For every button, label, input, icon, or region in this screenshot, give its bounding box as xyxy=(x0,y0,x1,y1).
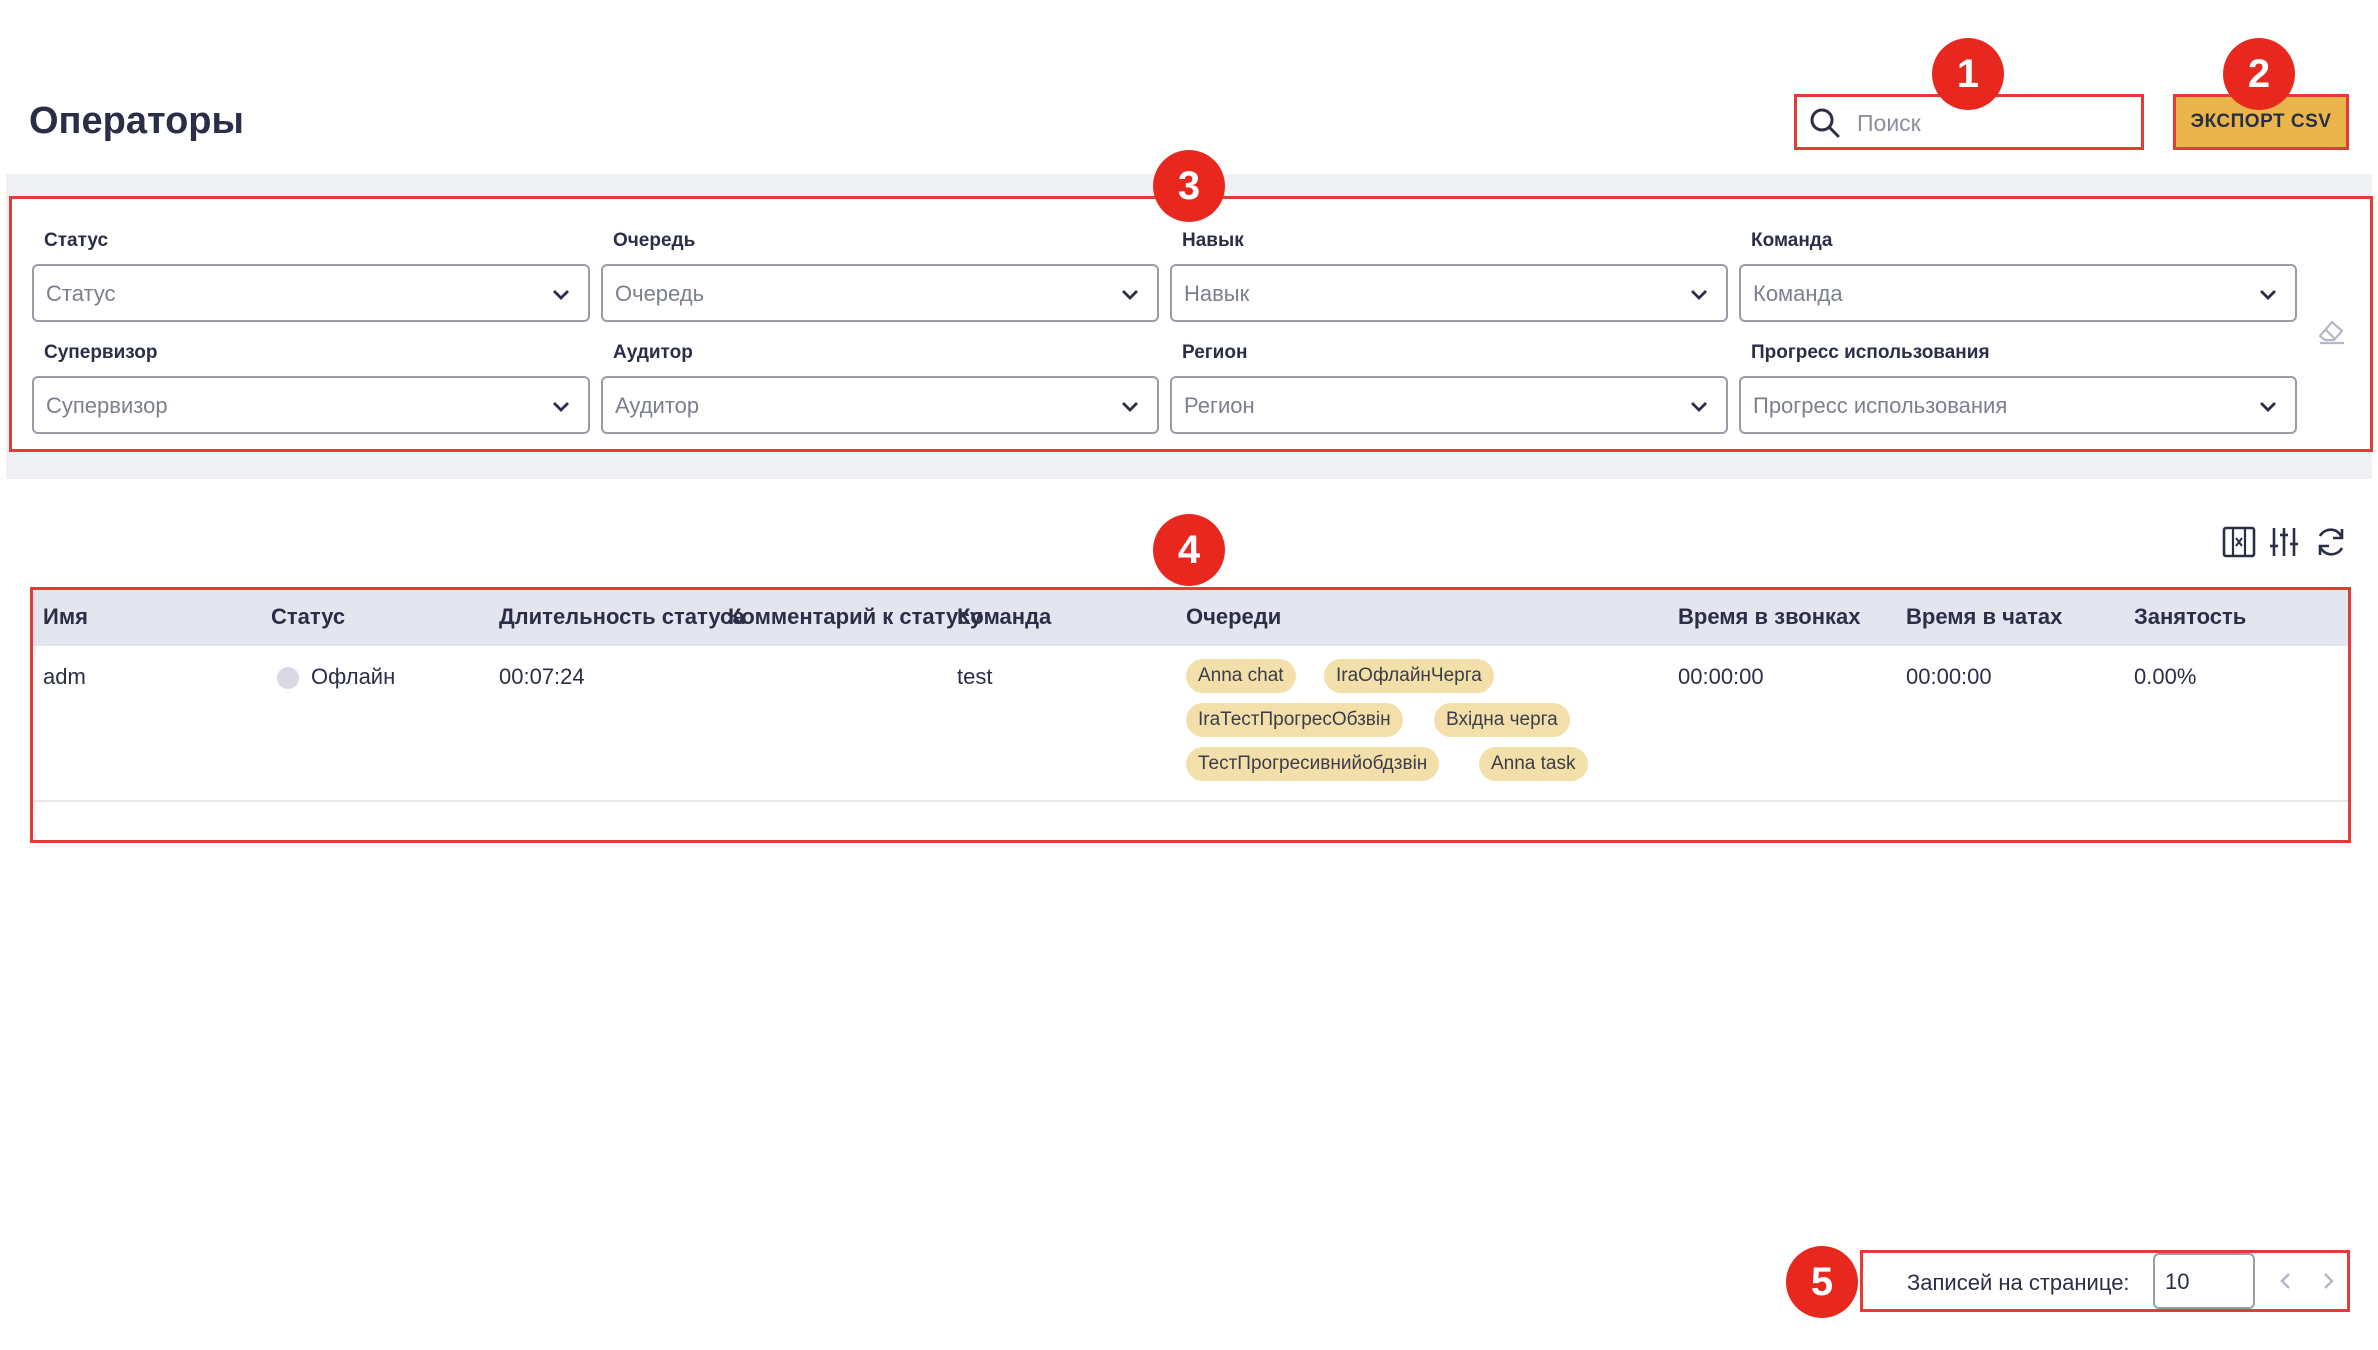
queue-tag: Anna task xyxy=(1479,747,1588,781)
page-title: Операторы xyxy=(29,100,244,142)
row-divider xyxy=(33,800,2348,802)
column-header[interactable]: Время в чатах xyxy=(1906,604,2063,629)
cell-name: adm xyxy=(43,664,86,689)
eraser-icon[interactable] xyxy=(2316,314,2348,346)
fit-columns-icon[interactable] xyxy=(2221,524,2257,560)
column-header[interactable]: Очереди xyxy=(1186,604,1282,629)
filter-label: Супервизор xyxy=(44,342,158,363)
status-select[interactable] xyxy=(32,264,590,322)
pagination xyxy=(1860,1250,2350,1312)
select-value: Очередь xyxy=(615,281,705,306)
queue-tag: ТестПрогресивнийобдзвін xyxy=(1186,747,1439,781)
cell-duration: 00:07:24 xyxy=(499,664,585,689)
search-icon xyxy=(1809,107,1841,139)
queue-select[interactable] xyxy=(601,264,1159,322)
select-value: Супервизор xyxy=(46,393,168,418)
region-select[interactable] xyxy=(1170,376,1728,434)
column-header[interactable]: Время в звонках xyxy=(1678,604,1861,629)
search-input[interactable] xyxy=(1855,105,2129,141)
refresh-icon[interactable] xyxy=(2313,524,2349,560)
table-header xyxy=(33,590,2348,646)
cell-status xyxy=(277,664,395,690)
export-csv-button[interactable]: ЭКСПОРТ CSV xyxy=(2173,94,2349,150)
status-text: Офлайн xyxy=(311,664,396,689)
supervisor-select[interactable] xyxy=(32,376,590,434)
chevron-down-icon xyxy=(1688,396,1710,418)
cell-chat-time: 00:00:00 xyxy=(1906,664,1992,689)
column-header[interactable]: Имя xyxy=(43,604,88,629)
column-header[interactable]: Комментарий к статусу xyxy=(728,604,983,629)
chevron-down-icon xyxy=(2257,284,2279,306)
filter-label: Регион xyxy=(1182,342,1248,363)
filter-panel xyxy=(9,196,2373,452)
filter-label: Прогресс использования xyxy=(1751,342,1990,363)
column-header[interactable]: Длительность статуса xyxy=(499,604,745,629)
team-select[interactable] xyxy=(1739,264,2297,322)
status-dot-icon xyxy=(277,667,299,689)
annotation-badge: 3 xyxy=(1153,150,1225,222)
select-value: Навык xyxy=(1184,281,1250,306)
cell-occupancy: 0.00% xyxy=(2134,664,2197,689)
settings-sliders-icon[interactable] xyxy=(2266,524,2302,560)
queue-tag: Вхідна черга xyxy=(1434,703,1570,737)
column-header[interactable]: Статус xyxy=(271,604,346,629)
skill-select[interactable] xyxy=(1170,264,1728,322)
chevron-right-icon[interactable] xyxy=(2317,1270,2339,1292)
cell-team: test xyxy=(957,664,993,689)
filter-label: Очередь xyxy=(613,230,696,251)
cell-call-time: 00:00:00 xyxy=(1678,664,1764,689)
annotation-badge: 4 xyxy=(1153,514,1225,586)
select-value: Команда xyxy=(1753,281,1843,306)
annotation-badge: 1 xyxy=(1932,38,2004,110)
column-header[interactable]: Команда xyxy=(957,604,1052,629)
usage-progress-select[interactable] xyxy=(1739,376,2297,434)
queue-tag: IraТестПрогресОбзвін xyxy=(1186,703,1403,737)
select-value: Прогресс использования xyxy=(1753,393,2008,418)
auditor-select[interactable] xyxy=(601,376,1159,434)
select-value: Статус xyxy=(46,281,116,306)
operators-table xyxy=(30,587,2351,843)
chevron-down-icon xyxy=(1119,284,1141,306)
select-value: Аудитор xyxy=(615,393,700,418)
filter-label: Навык xyxy=(1182,230,1244,251)
chevron-down-icon xyxy=(550,284,572,306)
chevron-left-icon[interactable] xyxy=(2275,1270,2297,1292)
select-value: Регион xyxy=(1184,393,1255,418)
chevron-down-icon xyxy=(2257,396,2279,418)
rows-per-page-input[interactable]: 10 xyxy=(2153,1253,2255,1309)
queue-tag: IraОфлайнЧерга xyxy=(1324,659,1494,693)
filter-label: Аудитор xyxy=(613,342,693,363)
column-header[interactable]: Занятость xyxy=(2134,604,2247,629)
filter-label: Команда xyxy=(1751,230,1833,251)
queue-tag: Anna chat xyxy=(1186,659,1296,693)
filter-label: Статус xyxy=(44,230,109,251)
chevron-down-icon xyxy=(1688,284,1710,306)
chevron-down-icon xyxy=(1119,396,1141,418)
annotation-badge: 5 xyxy=(1786,1246,1858,1318)
chevron-down-icon xyxy=(550,396,572,418)
annotation-badge: 2 xyxy=(2223,38,2295,110)
rows-per-page-label: Записей на странице: xyxy=(1907,1270,2130,1295)
